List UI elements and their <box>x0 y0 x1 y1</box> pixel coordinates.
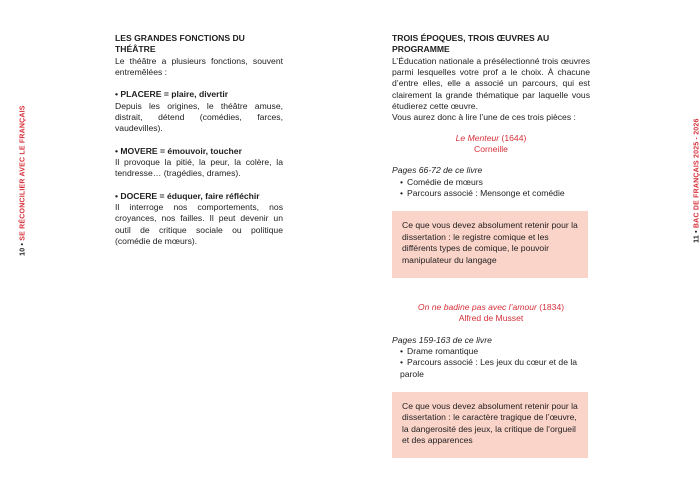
work-block <box>392 302 590 458</box>
bullet-item: • Parcours associé : Les jeux du cœur et de la parole <box>400 357 590 380</box>
intro-text: L’Éducation nationale a présélectionné trois œuvres parmi lesquelles votre prof a le choix. À chacune d’entre elles, elle a associé un parcours, qui est clairement la grande thématique par laquelle vous étudierez cette œuvre. <box>392 55 590 112</box>
pages-ref: Pages 159-163 de ce livre <box>392 334 492 345</box>
right-page-column <box>392 33 590 458</box>
key-points-box <box>392 392 588 458</box>
key-points-text: Ce que vous devez absolument retenir pour la dissertation : le caractère tragique de l’œuvre, la dangerosité des jeux, la critique de l’orgueil et des apparences <box>402 400 578 445</box>
work-block <box>392 133 590 278</box>
section-label: BAC DE FRANÇAIS 2025 - 2026 <box>693 118 700 229</box>
work-title <box>392 133 590 144</box>
work-year: (1644) <box>499 132 527 143</box>
function-text: Depuis les origines, le théâtre amuse, distrait, détend (comédies, farces, vaudevilles). <box>115 100 283 134</box>
key-points-box <box>392 211 588 277</box>
separator: • <box>19 240 27 248</box>
section-label: SE RÉCONCILIER AVEC LE FRANÇAIS <box>19 105 27 241</box>
pages-ref: Pages 66-72 de ce livre <box>392 165 483 176</box>
function-title: • DOCERE = éduquer, faire réfléchir <box>115 190 260 201</box>
work-bullets <box>392 346 590 380</box>
work-title-text: Le Menteur <box>455 132 500 143</box>
bullet-item: • Comédie de mœurs <box>400 177 590 188</box>
page-header-right <box>692 101 700 261</box>
function-text: Il interroge nos comportements, nos croyances, nos failles. Il peut devenir un outil de critique sociale ou politique (comédie de mœurs). <box>115 202 283 247</box>
work-title-text: On ne badine pas avec l’amour <box>417 301 537 312</box>
page-number: 11 <box>693 235 700 243</box>
left-page-column <box>115 33 283 248</box>
separator: • <box>693 228 700 236</box>
work-author: Corneille <box>474 144 508 155</box>
key-points-text: Ce que vous devez absolument retenir pour la dissertation : le registre comique et les différents types de comique, le pouvoir manipulateur du langage <box>402 220 578 265</box>
function-title: • PLACERE = plaire, divertir <box>115 89 229 100</box>
intro-text-2: Vous aurez donc à lire l’une de ces trois pièces : <box>392 112 576 123</box>
function-title: • MOVERE = émouvoir, toucher <box>115 145 242 156</box>
bullet-item: • Drame romantique <box>400 346 590 357</box>
function-text: Il provoque la pitié, la peur, la colère, la tendresse… (tragédies, drames). <box>115 157 283 179</box>
intro-text: Le théâtre a plusieurs fonctions, souvent entremêlées : <box>115 55 283 78</box>
work-year: (1834) <box>536 301 565 312</box>
section-heading: TROIS ÉPOQUES, TROIS ŒUVRES AU PROGRAMME <box>392 33 550 55</box>
work-title <box>392 302 590 313</box>
bullet-item: • Parcours associé : Mensonge et comédie <box>400 188 590 199</box>
page-header-left <box>18 101 27 261</box>
page-number: 10 <box>19 247 27 256</box>
section-heading: LES GRANDES FONCTIONS DU THÉÂTRE <box>115 33 245 55</box>
work-author: Alfred de Musset <box>458 313 524 324</box>
work-bullets <box>392 177 590 200</box>
